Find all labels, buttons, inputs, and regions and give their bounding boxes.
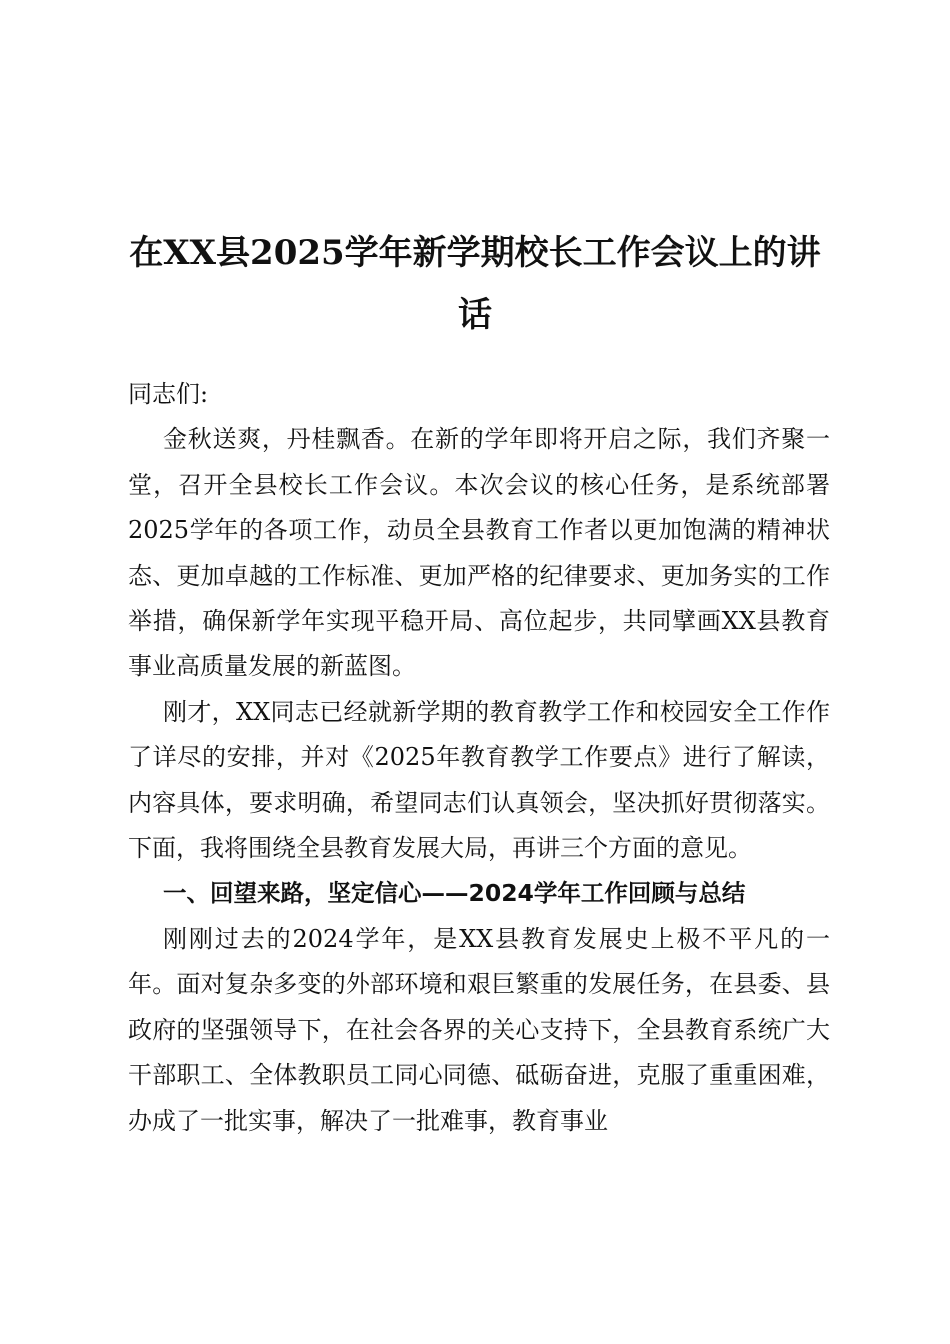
paragraph-opening: 金秋送爽，丹桂飘香。在新的学年即将开启之际，我们齐聚一堂，召开全县校长工作会议。本次会议的核心任务，是系统部署2025学年的各项工作，动员全县教育工作者以更加饱满的精神状态、更加卓越的工作标准、更加严格的纪律要求、更加务实的工作举措，确保新学年实现平稳开局、高位起步，共同擘画XX县教育事业高质量发展的新蓝图。 (128, 425, 830, 681)
paragraph-arrangements: 刚才，XX同志已经就新学期的教育教学工作和校园安全工作作了详尽的安排，并对《2025年教育教学工作要点》进行了解读，内容具体，要求明确，希望同志们认真领会，坚决抓好贯彻落实。下面，我将围绕全县教育发展大局，再讲三个方面的意见。 (128, 697, 830, 863)
section-heading: 一、回望来路，坚定信心——2024学年工作回顾与总结 (163, 879, 746, 908)
paragraph-review: 刚刚过去的2024学年，是XX县教育发展史上极不平凡的一年。面对复杂多变的外部环境和艰巨繁重的发展任务，在县委、县政府的坚强领导下，在社会各界的关心支持下，全县教育系统广大干部职工、全体教职员工同心同德、砥砺奋进，克服了重重困难，办成了一批实事，解决了一批难事，教育事业 (128, 924, 830, 1135)
document-body (128, 372, 830, 1144)
salutation: 同志们: (128, 380, 209, 408)
document-title: 在XX县2025学年新学期校长工作会议上的讲话 (129, 233, 821, 335)
